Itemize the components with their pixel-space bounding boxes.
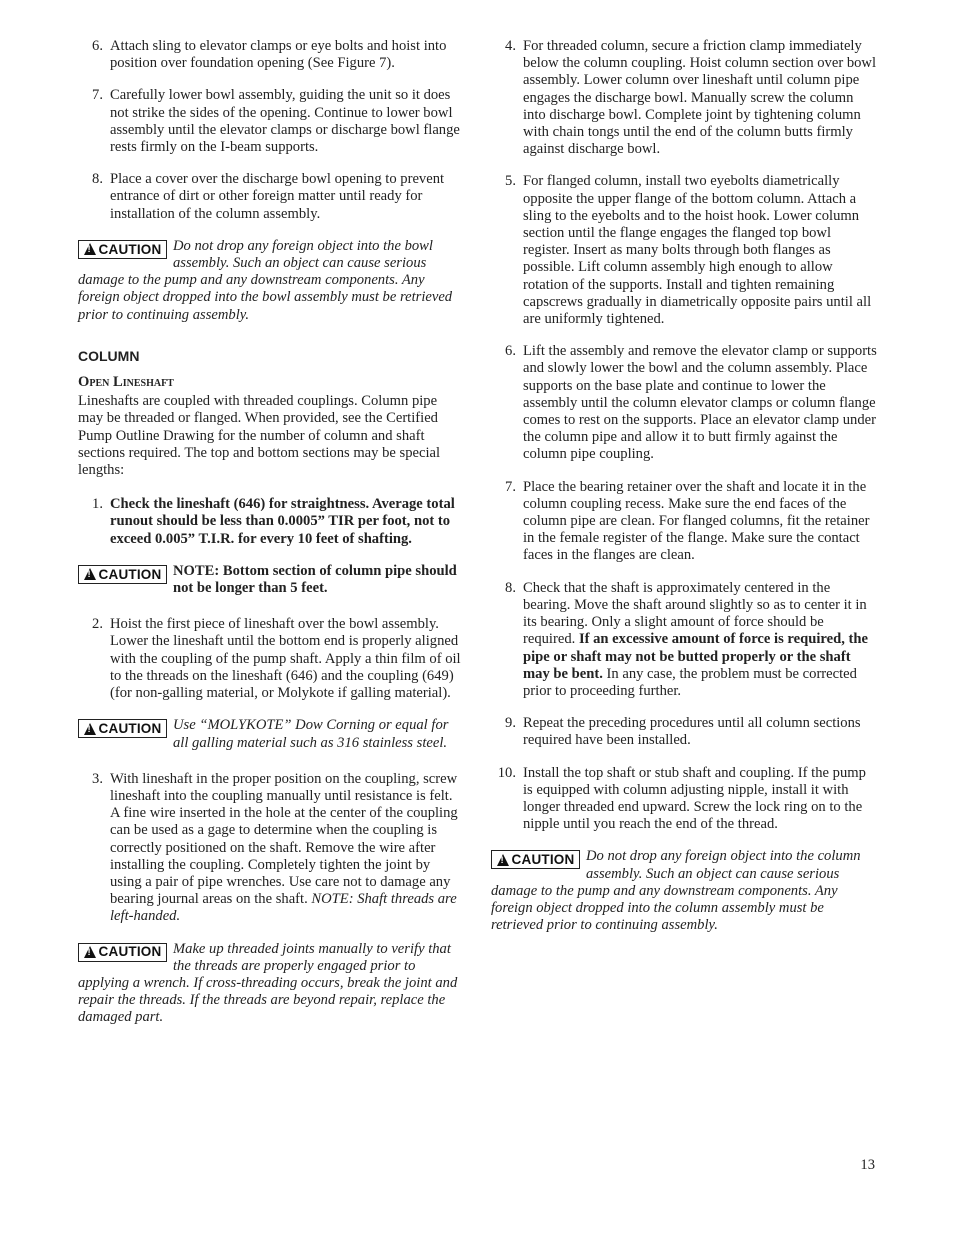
intro-paragraph: Lineshafts are coupled with threaded couplings. Column pipe may be threaded or flanged. When provided, see the Certified Pump Outline Drawing for the number of column and shaft sections required. The top and bottom sections may be special lengths: xyxy=(78,393,441,479)
caution-badge: ! CAUTION xyxy=(491,850,580,869)
list-item: 4. For threaded column, secure a friction clamp immediately below the column coupling. Hoist column section over bowl assembly. Lower column over lineshaft until column pipe engages the discharge bowl. Manually screw the column into discharge bowl. Complete joint by tightening column with chain tongs until the end of the column butts firmly against discharge bowl. xyxy=(505,38,877,158)
list-item: 6. Attach sling to elevator clamps or eye bolts and hoist into position over foundation opening (See Figure 7). xyxy=(92,38,447,72)
list-item: 8. Check that the shaft is approximately centered in the bearing. Move the shaft around slightly so as to center it in its bearing. Only a slight amount of force should be required. If an excessive amount of force is required, the pipe or shaft may not be butted properly or the shaft may be bent. In any case, the problem must be corrected prior to proceeding further. xyxy=(505,579,868,699)
list-item: 1. Check the lineshaft (646) for straightness. Average total runout should be less than 0.0005” TIR per foot, not to exceed 0.005” T.I.R. for every 10 feet of shafting. xyxy=(92,496,455,547)
list-item: 7. Carefully lower bowl assembly, guiding the unit so it does not strike the sides of the opening. Continue to lower bowl assembly until the elevator clamps or discharge bowl flange rests firmly on the I-beam supports. xyxy=(92,87,460,156)
caution-note-column-length: ! CAUTION NOTE: Bottom section of column pipe should not be longer than 5 feet. xyxy=(78,563,464,597)
list-item: 10. Install the top shaft or stub shaft and coupling. If the pump is equipped with column adjusting nipple, install it with longer threaded end upward. Screw the lock ring on to the nipple until you reach the end of the thread. xyxy=(497,764,866,833)
step-list-a xyxy=(78,38,464,223)
warning-triangle-icon xyxy=(497,854,509,866)
caution-badge: ! CAUTION xyxy=(78,565,167,584)
list-item: 6. Lift the assembly and remove the elevator clamp or supports and slowly lower the bowl and the column assembly. Place supports on the base plate and continue to lower the assembly until the column elevator clamps or column flange comes to rest on the supports. Place an elevator clamp under the column pipe and allow it to butt firmly against the column pipe coupling. xyxy=(505,343,877,463)
caution-badge: ! CAUTION xyxy=(78,240,167,259)
list-item: 2. Hoist the first piece of lineshaft over the bowl assembly. Lower the lineshaft until the bottom end is properly aligned with the coupling of the pump shaft. Apply a thin film of oil to the threads on the lineshaft (646) and the coupling (649) (for non-galling material, or Molykote if galling material). xyxy=(92,616,461,702)
caution-note-bowl: ! CAUTION Do not drop any foreign object into the bowl assembly. Such an object can cause serious damage to the pump and any downstream components. Any foreign object dropped into the bowl assembly must be retrieved prior to continuing assembly. xyxy=(78,238,464,324)
step-list-d xyxy=(78,771,464,926)
caution-badge: ! CAUTION xyxy=(78,719,167,738)
step-list-e xyxy=(491,38,877,833)
list-item: 8. Place a cover over the discharge bowl opening to prevent entrance of dirt or other foreign matter until ready for installation of the column assembly. xyxy=(92,171,445,222)
warning-triangle-icon xyxy=(84,946,96,958)
warning-triangle-icon xyxy=(84,723,96,735)
sub-heading: Open Lineshaft xyxy=(78,374,174,391)
warning-triangle-icon xyxy=(84,568,96,580)
list-item: 3. With lineshaft in the proper position on the coupling, screw lineshaft into the coupling manually until resistance is felt. A fine wire inserted in the hole at the center of the coupling can be used as a gage to determine when the coupling is correctly positioned on the shaft. Remove the wire after installing the coupling. Completely tighten the joint by using a pair of pipe wrenches. Use care not to damage any bearing journal areas on the shaft. NOTE: Shaft threads are left-handed. xyxy=(92,770,458,925)
list-item: 5. For flanged column, install two eyebolts diametrically opposite the upper flange of the bottom column. Attach a sling to the eyebolts and to the hoist hook. Lower column section until the flange engages the flanged top bowl register. Insert as many bolts through both flanges as possible. Lift column assembly high enough to allow rotation of the supports. Install and tighten remaining capscrews gradually in diametrically opposite pairs until all are uniformly tightened. xyxy=(505,173,872,328)
step-list-c xyxy=(78,616,464,702)
caution-badge: ! CAUTION xyxy=(78,943,167,962)
list-item: 7. Place the bearing retainer over the shaft and locate it in the column coupling recess. Make sure the end faces of the column pipe are clean. For flanged columns, fit the retainer in the female register of the flange. Make sure the contact faces in the flanges are clean. xyxy=(505,478,870,564)
section-heading: COLUMN xyxy=(78,347,140,364)
caution-note-threads: ! CAUTION Make up threaded joints manually to verify that the threads are properly engaged prior to applying a wrench. If cross-threading occurs, break the joint and repair the threads. If the threads are beyond repair, replace the damaged part. xyxy=(78,941,464,1027)
caution-note-molykote: ! CAUTION Use “MOLYKOTE” Dow Corning or equal for all galling material such as 316 stainless steel. xyxy=(78,717,464,751)
left-column xyxy=(78,38,464,1046)
list-item: 9. Repeat the preceding procedures until all column sections required have been installed. xyxy=(505,715,861,749)
caution-note-column: ! CAUTION Do not drop any foreign object into the column assembly. Such an object can cause serious damage to the pump and any downstream components. Any foreign object dropped into the column assembly must be retrieved prior to continuing assembly. xyxy=(491,848,877,934)
step-list-b xyxy=(78,496,464,548)
right-column xyxy=(491,38,877,953)
warning-triangle-icon xyxy=(84,243,96,255)
page-number: 13 xyxy=(860,1157,875,1173)
